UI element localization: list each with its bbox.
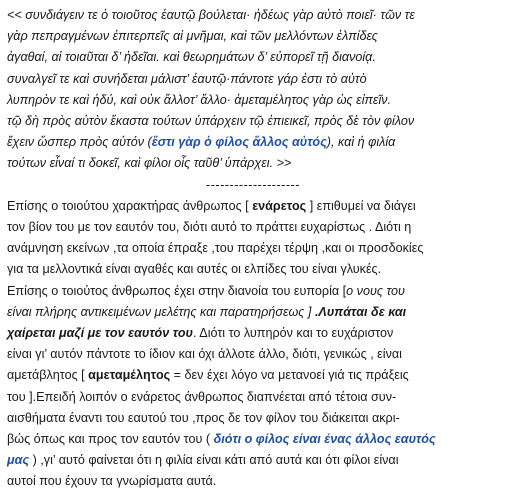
separator: -------------------- xyxy=(206,177,300,192)
quote-highlight: ἔστι γὰρ ὁ φίλος ἄλλος αὐτός xyxy=(151,135,327,150)
translation-line-13 xyxy=(7,450,499,471)
translation-line-8: είναι γι’ αυτόν πάντοτε το ίδιον και όχι άλλοτε άλλο, διότι, γενικώς , είναι xyxy=(7,347,402,362)
quote-line-2: γὰρ πεπραγμένων ἐπιτερπεῖς αἱ μνῆμαι, καὶ τῶν μελλόντων ἐλπίδες xyxy=(7,29,378,44)
translation-line-5 xyxy=(7,281,499,302)
translation-line-4: για τα μελλοντικά είναι αγαθές και αυτές οι ελπίδες του είναι γλυκές. xyxy=(7,262,382,277)
highlight-phrase: διότι ο φίλος είναι ένας άλλος εαυτός xyxy=(213,432,436,447)
ancient-greek-quote xyxy=(7,5,499,175)
translation-line-12 xyxy=(7,429,499,450)
bold-italic-phrase: .Λυπάται δε και xyxy=(314,304,407,319)
quote-line-4: συναλγεῖ τε καὶ συνήδεται μάλιστ’ ἑαυτῷ·πάντοτε γάρ ἐστι τὸ αὐτὸ xyxy=(7,71,367,86)
italic-phrase: είναι πλήρης αντικειμένων μελέτης και παρατηρήσεως ] xyxy=(7,304,312,319)
translation-line-3: ανάμνηση εκείνων ,τα οποία έπραξε ,του παρέχει τέρψη ,και οι προσδοκίες xyxy=(7,241,424,256)
quote-line-8: τούτων εἶναί τι δοκεῖ, καὶ φίλοι οἷς ταῦθ’ ὑπάρχει. >> xyxy=(7,156,292,171)
translation-line-1 xyxy=(7,196,499,217)
text-segment: . Διότι το λυπηρόν και το ευχάριστον xyxy=(192,326,394,341)
quote-line-7-after: ), καὶ ἡ φιλία xyxy=(326,135,396,150)
quote-line-3: ἀγαθαί, αἱ τοιαῦται δ’ ἡδεῖαι. καὶ θεωρημάτων δ’ εὐπορεῖ τῇ διανοίᾳ. xyxy=(7,50,376,65)
translation-line-14: αυτοί που έχουν τα γνωρίσματα αυτά. xyxy=(7,474,217,489)
translation-line-9 xyxy=(7,365,499,386)
italic-phrase: ο νους του xyxy=(346,283,405,298)
quote-line-5: λυπηρὸν τε καὶ ἡδύ, καὶ οὐκ ἄλλοτ’ ἄλλο· ἀμεταμέλητος γὰρ ὡς εἰπεῖν. xyxy=(7,92,392,107)
translation-line-10: του ].Επειδή λοιπόν ο ενάρετος άνθρωπος διαπνέεται από τέτοια συν- xyxy=(7,389,397,404)
highlight-phrase: μας xyxy=(7,453,30,468)
term-ametameletos: αμεταμέλητος xyxy=(88,368,171,383)
text-segment: ] επιθυμεί να διάγει xyxy=(309,198,416,213)
text-segment: βώς όπως και προς τον εαυτόν του ( xyxy=(7,432,211,447)
translation-line-6 xyxy=(7,302,499,323)
text-segment: Επίσης ο τοιούτος άνθρωπος έχει στην διανοία του ευπορία [ xyxy=(7,283,347,298)
text-segment: ) ,γι’ αυτό φαίνεται ότι η φιλία είναι κάτι από αυτά και ότι φίλοι είναι xyxy=(32,453,399,468)
quote-line-6: τῷ δὴ πρὸς αὑτὸν ἕκαστα τούτων ὑπάρχειν τῷ ἐπιεικεῖ, πρὸς δὲ τὸν φίλον xyxy=(7,114,415,129)
text-segment: Επίσης ο τοιούτου χαρακτήρας άνθρωπος [ xyxy=(7,198,249,213)
text-segment: αμετάβλητος [ xyxy=(7,368,85,383)
quote-line-7-before: ἔχειν ὥσπερ πρὸς αὑτόν ( xyxy=(7,135,152,150)
translation-line-2: τον βίον του με τον εαυτόν του, διότι αυτό το πράττει ευχαρίστως . Διότι η xyxy=(7,220,412,235)
translation-line-7 xyxy=(7,323,499,344)
quote-line-1: << συνδιάγειν τε ὁ τοιοῦτος ἑαυτῷ βούλεται· ἡδέως γὰρ αὐτὸ ποιεῖ· τῶν τε xyxy=(7,8,415,22)
term-enaretos: ενάρετος xyxy=(252,198,307,213)
translation-line-11: αισθήματα έναντι του εαυτού του ,προς δε τον φίλον του διάκειται ακρι- xyxy=(7,410,400,425)
text-segment: = δεν έχει λόγο να μετανοεί γιά τις πράξεις xyxy=(170,368,409,383)
bold-italic-phrase: χαίρεται μαζί με τον εαυτόν του xyxy=(7,326,193,341)
quote-line-7 xyxy=(7,132,499,153)
greek-translation xyxy=(7,196,499,493)
